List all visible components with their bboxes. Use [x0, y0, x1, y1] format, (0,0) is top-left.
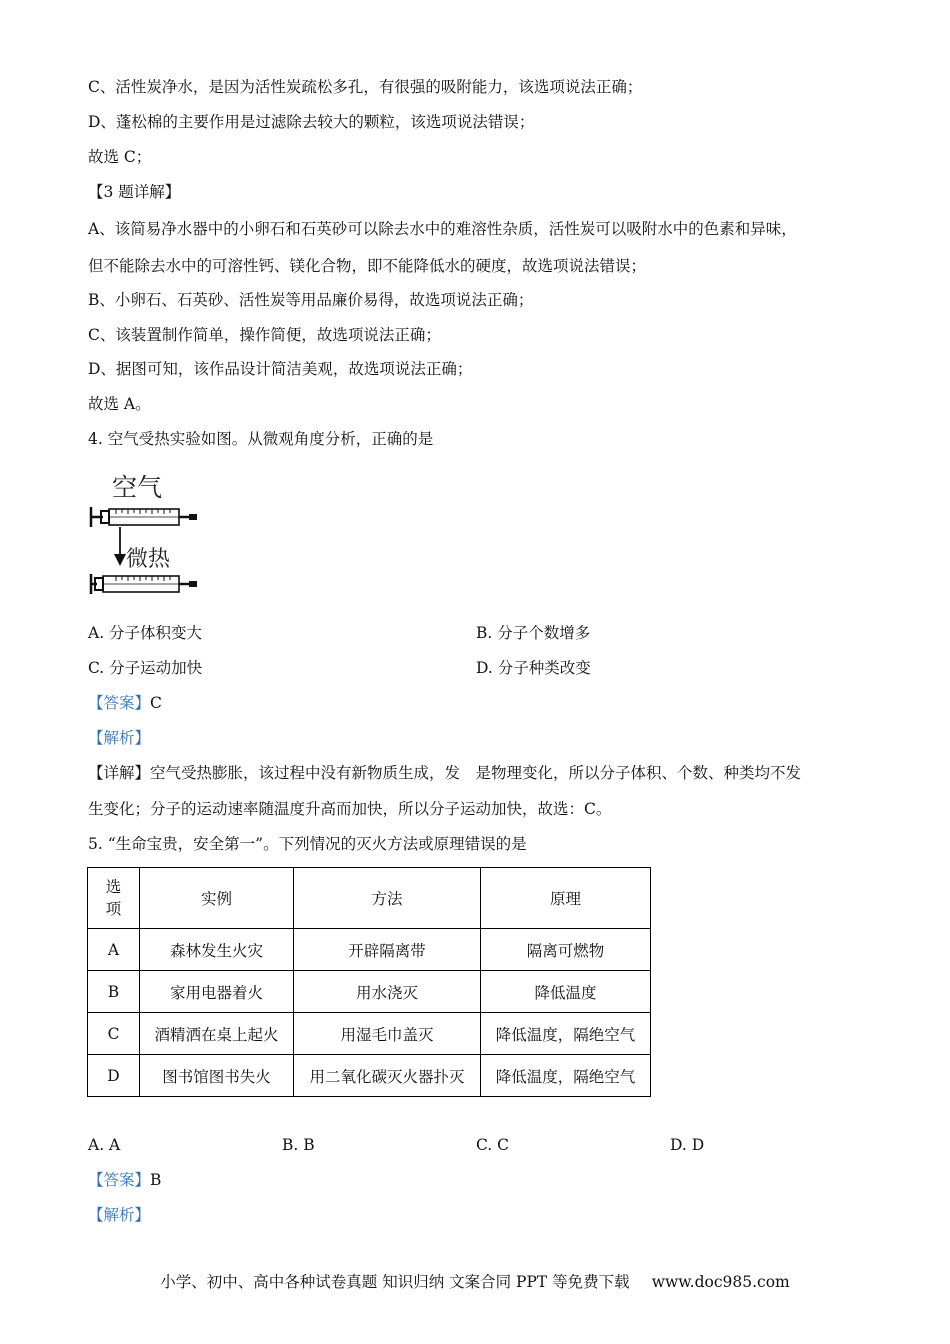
option-d: D. D — [670, 1136, 705, 1154]
table-cell: 家用电器着火 — [140, 971, 294, 1013]
table-cell: 开辟隔离带 — [294, 929, 481, 971]
label-air: 空气 — [112, 473, 163, 502]
syringe-top — [91, 507, 197, 527]
answer-value: C — [150, 694, 162, 712]
table-row — [88, 929, 651, 971]
table-row — [88, 971, 651, 1013]
text-line: D、据图可知，该作品设计简洁美观，故选项说法正确； — [88, 360, 473, 378]
answer-label: 【答案】 — [88, 694, 151, 712]
table-row — [88, 1013, 651, 1055]
option-b: B. 分子个数增多 — [476, 624, 591, 642]
answer — [88, 1170, 161, 1190]
option-a: A. A — [88, 1136, 121, 1154]
footer-text: 小学、初中、高中各种试卷真题 知识归纳 文案合同 PPT 等免费下载 — [160, 1273, 630, 1291]
answer-label: 【答案】 — [88, 1171, 151, 1189]
table-cell: D — [88, 1055, 140, 1097]
footer-url[interactable]: www.doc985.com — [651, 1273, 790, 1291]
table-cell: 用湿毛巾盖灭 — [294, 1013, 481, 1055]
table-cell: A — [88, 929, 140, 971]
table-row — [88, 1055, 651, 1097]
text-line: D、蓬松棉的主要作用是过滤除去较大的颗粒，该选项说法错误； — [88, 113, 535, 131]
text-line: C、活性炭净水，是因为活性炭疏松多孔，有很强的吸附能力，该选项说法正确； — [88, 78, 643, 96]
header-cell: 实例 — [140, 868, 294, 929]
question-4-stem: 4. 空气受热实验如图。从微观角度分析，正确的是 — [88, 430, 434, 448]
table-cell: C — [88, 1013, 140, 1055]
table-cell: 降低温度 — [481, 971, 651, 1013]
analysis-label: 【解析】 — [88, 1206, 151, 1224]
page-footer — [0, 1270, 950, 1292]
table-cell: 酒精洒在桌上起火 — [140, 1013, 294, 1055]
table-cell: 森林发生火灾 — [140, 929, 294, 971]
question-5-stem: 5. “生命宝贵，安全第一”。下列情况的灭火方法或原理错误的是 — [88, 835, 527, 853]
arrow-down-icon — [114, 527, 126, 566]
label-heat: 微热 — [126, 547, 171, 572]
text-line: 故选 C； — [88, 148, 152, 166]
syringe-bottom — [91, 574, 197, 594]
option-c: C. C — [476, 1136, 510, 1154]
table-cell: 隔离可燃物 — [481, 929, 651, 971]
table-cell: 用二氧化碳灭火器扑灭 — [294, 1055, 481, 1097]
answer — [88, 693, 162, 713]
header-cell: 方法 — [294, 868, 481, 929]
text-line: C、该装置制作简单，操作简便，故选项说法正确； — [88, 326, 441, 344]
text-line: A、该简易净水器中的小卵石和石英砂可以除去水中的难溶性杂质，活性炭可以吸附水中的色素和异味， — [88, 220, 797, 238]
detail-line: 【详解】空气受热膨胀，该过程中没有新物质生成，发 是物理变化，所以分子体积、个数、种类均不发 — [88, 764, 802, 782]
table-cell: 降低温度，隔绝空气 — [481, 1055, 651, 1097]
table-header-row — [88, 868, 651, 929]
header-cell: 原理 — [481, 868, 651, 929]
option-c: C. 分子运动加快 — [88, 659, 203, 677]
syringe-figure — [86, 466, 206, 606]
text-line: 但不能除去水中的可溶性钙、镁化合物，即不能降低水的硬度，故选项说法错误； — [88, 257, 647, 275]
fire-table — [87, 867, 651, 1097]
option-b: B. B — [282, 1136, 315, 1154]
option-a: A. 分子体积变大 — [88, 624, 203, 642]
detail-line: 生变化；分子的运动速率随温度升高而加快，所以分子运动加快，故选：C。 — [88, 800, 612, 818]
section-heading: 【3 题详解】 — [88, 183, 181, 201]
table-cell: B — [88, 971, 140, 1013]
answer-value: B — [150, 1171, 162, 1189]
analysis-label: 【解析】 — [88, 729, 151, 747]
table-cell: 图书馆图书失火 — [140, 1055, 294, 1097]
header-cell: 选 项 — [88, 868, 140, 929]
table-cell: 用水浇灭 — [294, 971, 481, 1013]
option-d: D. 分子种类改变 — [476, 659, 591, 677]
text-line: B、小卵石、石英砂、活性炭等用品廉价易得，故选项说法正确； — [88, 291, 534, 309]
text-line: 故选 A。 — [88, 395, 151, 413]
syringe-diagram — [86, 466, 206, 606]
table-cell: 降低温度，隔绝空气 — [481, 1013, 651, 1055]
